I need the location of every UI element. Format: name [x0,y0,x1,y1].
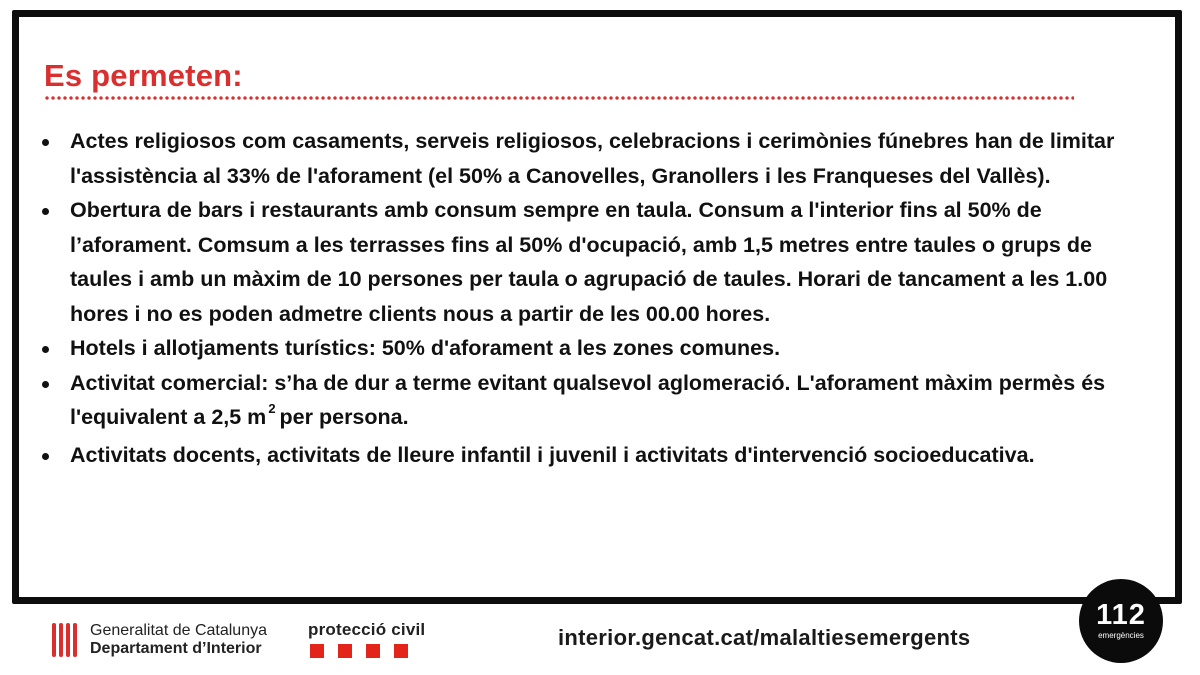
list-item [40,331,1160,366]
list-item-text: Activitat comercial: s’ha de dur a terme evitant qualsevol aglomeració. L'aforament màxim permès és l'equivalent a 2,5 m [70,370,1106,429]
list-item-text: Activitats docents, activitats de lleure infantil i juvenil i activitats d'intervenció socioeducativa. [70,442,1035,467]
bullet-icon [42,453,49,460]
gencat-logo [52,622,267,658]
gencat-name: Generalitat de Catalunya [90,622,267,639]
list-item-text: Actes religiosos com casaments, serveis religiosos, celebracions i cerimònies fúnebres han de limitar l'assistència al 33% de l'aforament (el 50% a Canovelles, Granollers i les Franqueses del Vallès). [70,129,1115,188]
bullet-icon [42,346,49,353]
proteccio-civil-label: protecció civil [308,620,426,639]
website-url: interior.gencat.cat/malaltiesemergents [558,625,971,650]
bullet-icon [42,208,49,215]
list-item-text: Hotels i allotjaments turístics: 50% d'aforament a les zones comunes. [70,336,781,360]
heading-dotted-divider [44,96,1074,100]
page-title: Es permeten: [44,58,243,93]
list-item-text: per persona. [279,405,409,429]
list-item-text: Obertura de bars i restaurants amb consum sempre en taula. Consum a l'interior fins al 50% de l’aforament. Comsum a les terrasses fins al 50% d'ocupació, amb 1,5 metres entre taules o grups de taules i amb un màxim de 10 persones per taula o agrupació de taules. Horari de tancament a les 1.00 hores i no es poden admetre clients nous a partir de les 00.00 hores. [70,198,1108,326]
list-item [40,124,1160,193]
permitted-activities-list [40,124,1160,472]
proteccio-civil-logo [308,620,425,658]
list-item [40,193,1160,331]
emergency-112-badge-icon [1079,579,1163,663]
badge-number: 112 [1096,599,1146,631]
superscript: 2 [268,401,276,416]
list-item [40,366,1160,438]
proteccio-civil-squares-icon [310,644,425,658]
list-item [40,438,1160,473]
department-name: Departament d’Interior [90,640,262,657]
gencat-logo-icon [52,623,82,657]
bullet-icon [42,139,49,146]
bullet-icon [42,381,49,388]
badge-label: emergències [1098,631,1144,640]
